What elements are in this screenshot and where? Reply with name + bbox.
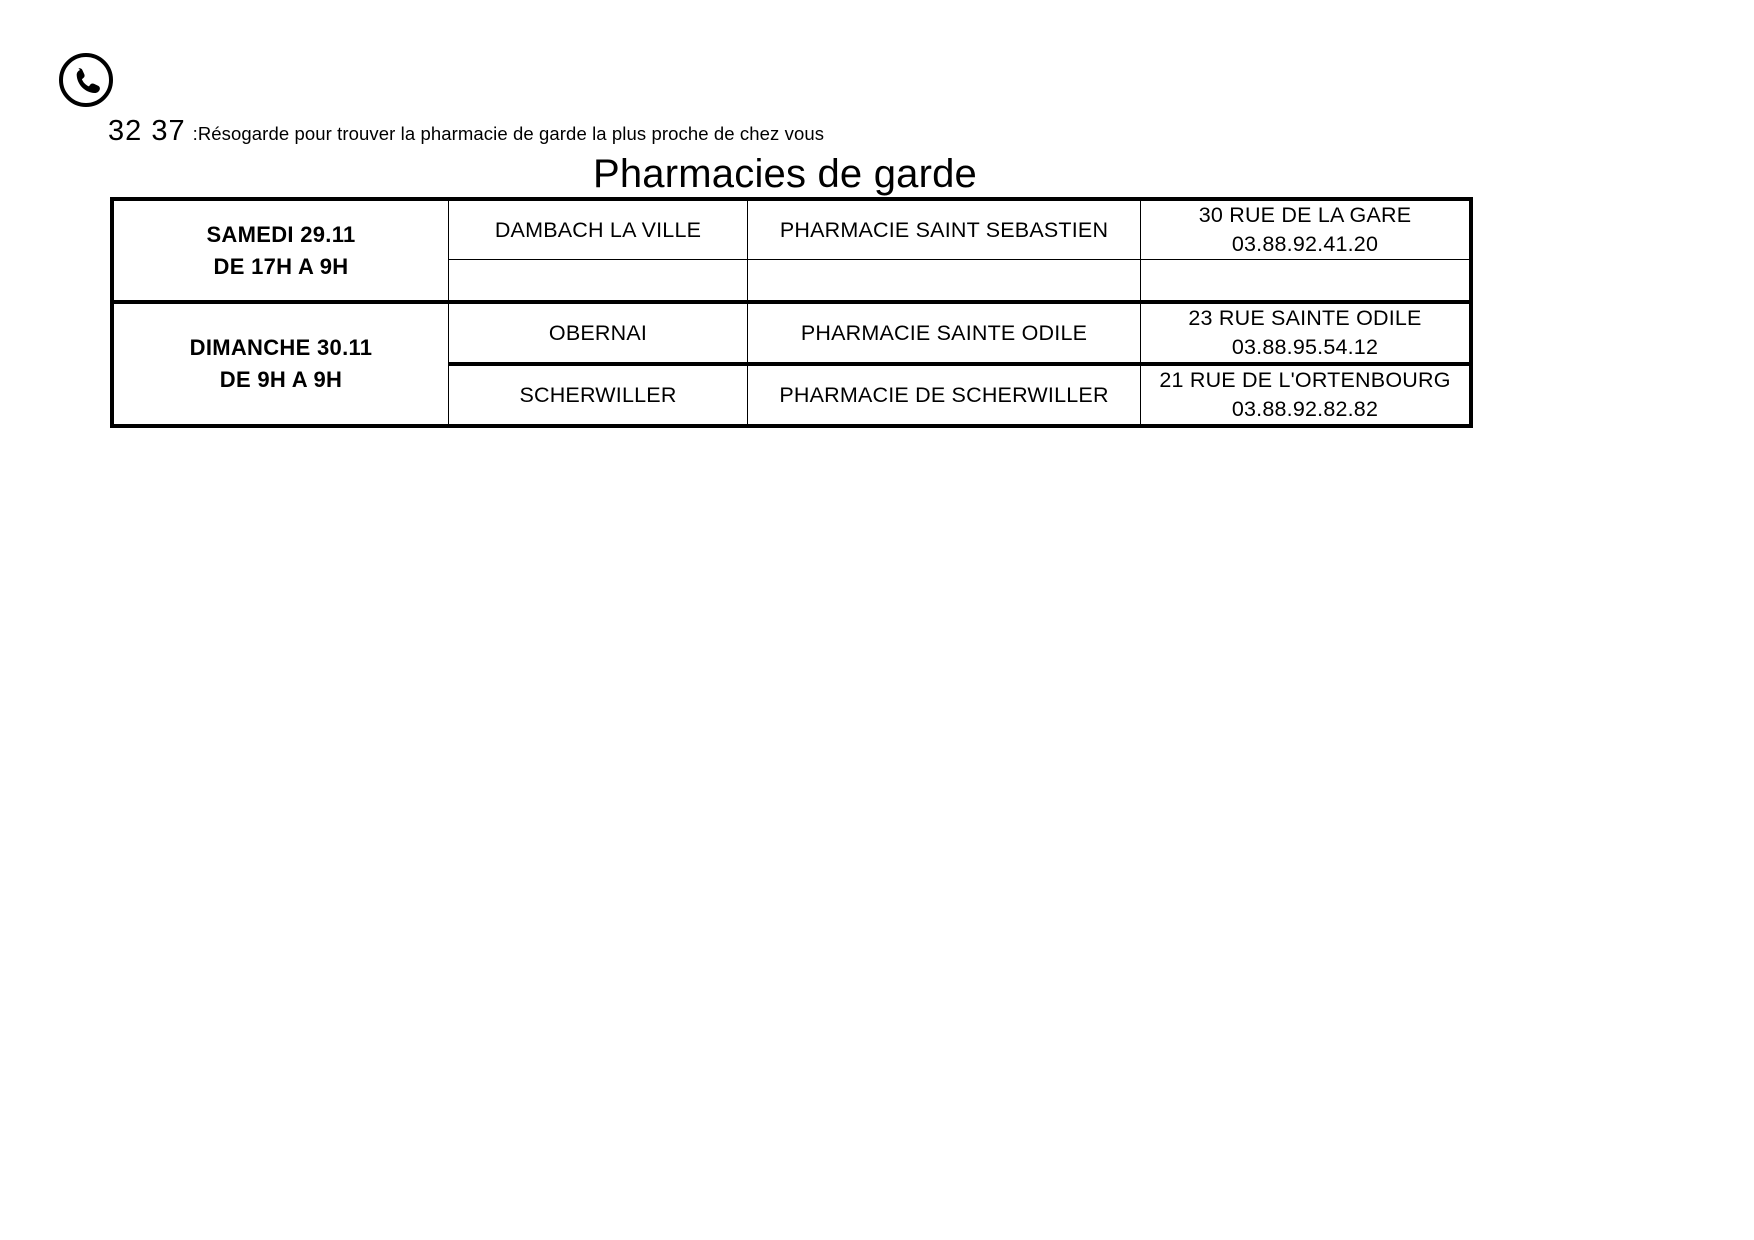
- phone-icon: [58, 52, 114, 108]
- day-label-line2: DE 17H A 9H: [213, 253, 349, 279]
- address-street: 30 RUE DE LA GARE: [1198, 203, 1412, 227]
- page-title: Pharmacies de garde: [592, 152, 977, 196]
- day-label-line2: DE 9H A 9H: [219, 367, 343, 393]
- address-cell: [1141, 260, 1472, 303]
- pharmacy-cell: PHARMACIE SAINTE ODILE: [748, 302, 1141, 364]
- pharmacy-cell: [748, 260, 1141, 303]
- day-label-line1: SAMEDI 29.11: [206, 221, 356, 247]
- address-street: 21 RUE DE L'ORTENBOURG: [1159, 368, 1451, 393]
- address-street: 23 RUE SAINTE ODILE: [1188, 306, 1422, 331]
- resogarde-line: [108, 115, 824, 148]
- address-phone: 03.88.95.54.12: [1231, 335, 1379, 360]
- address-cell: [1141, 199, 1472, 260]
- address-phone: 03.88.92.41.20: [1231, 232, 1379, 257]
- pharmacy-cell: PHARMACIE SAINT SEBASTIEN: [748, 199, 1141, 260]
- town-cell: [449, 260, 748, 303]
- town-cell: OBERNAI: [449, 302, 748, 364]
- town-cell: SCHERWILLER: [449, 364, 748, 426]
- table-row: [112, 199, 1471, 260]
- day-label-line1: DIMANCHE 30.11: [189, 335, 373, 361]
- address-phone: 03.88.92.82.82: [1231, 397, 1379, 422]
- address-cell: [1141, 302, 1472, 364]
- resogarde-description: :Résogarde pour trouver la pharmacie de garde la plus proche de chez vous: [192, 123, 825, 144]
- table-row: [112, 302, 1471, 364]
- address-cell: [1141, 364, 1472, 426]
- resogarde-number: 32 37: [108, 115, 186, 147]
- town-cell: DAMBACH LA VILLE: [449, 199, 748, 260]
- pharmacies-de-garde-table: [110, 197, 1473, 428]
- day-cell-sunday: [112, 302, 449, 426]
- pharmacy-cell: PHARMACIE DE SCHERWILLER: [748, 364, 1141, 426]
- day-cell-saturday: [112, 199, 449, 302]
